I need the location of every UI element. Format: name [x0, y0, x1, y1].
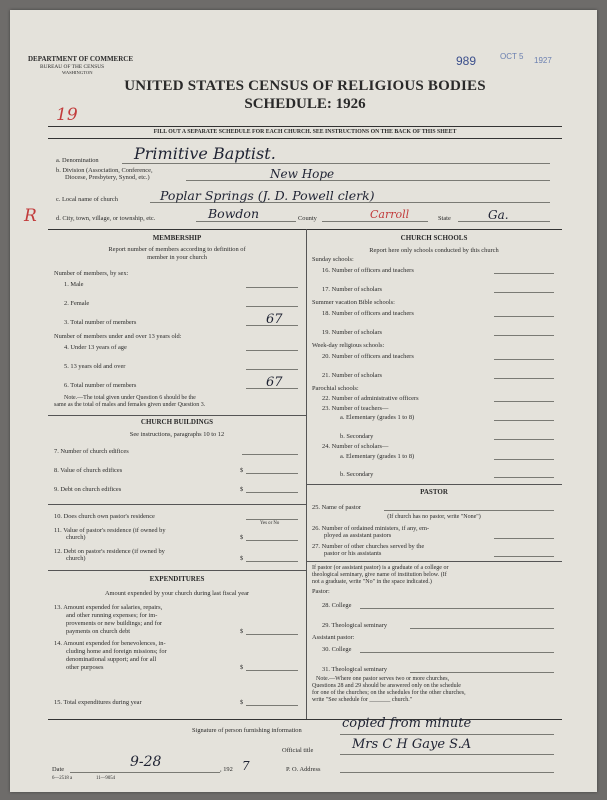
form-number: 6—2518 a	[52, 776, 73, 781]
q21-field[interactable]	[494, 378, 554, 379]
q12-debt-label-line2: church)	[66, 555, 86, 562]
q29-seminary-field[interactable]	[410, 628, 554, 629]
q4-under13-field[interactable]	[246, 350, 298, 351]
official-title-value: Mrs C H Gaye S.A	[352, 737, 472, 752]
pastor-heading: PASTOR	[420, 488, 448, 496]
buildings-subheading: See instructions, paragraphs 10 to 12	[129, 431, 225, 438]
q13-label-line1: 13. Amount expended for salaries, repairs,	[54, 604, 163, 611]
q3-total-label: 3. Total number of members	[64, 319, 137, 326]
q3-total-value: 67	[266, 312, 283, 327]
q20-field[interactable]	[494, 359, 554, 360]
city-label: d. City, town, village, or township, etc.	[56, 215, 156, 222]
pastor-subheading: Pastor:	[312, 588, 330, 595]
q24a-label: a. Elementary (grades 1 to 8)	[340, 453, 415, 460]
census-schedule-sheet	[10, 10, 597, 792]
stamp-number: 989	[456, 54, 477, 68]
signature-label: Signature of person furnishing information	[192, 727, 302, 734]
bureau-name: BUREAU OF THE CENSUS	[40, 64, 105, 70]
q4-under13-label: 4. Under 13 years of age	[64, 344, 127, 351]
date-field[interactable]	[70, 772, 220, 773]
q8-dollar-sign: $	[240, 467, 244, 474]
q1-male-label: 1. Male	[64, 281, 84, 288]
q27-label-line2: pastor or his assistants	[324, 550, 382, 557]
pastor-note-line4: write "See schedule for _______ church."	[312, 697, 413, 703]
denomination-value: Primitive Baptist.	[134, 144, 276, 163]
q13-field[interactable]	[246, 634, 298, 635]
q23b-label: b. Secondary	[340, 433, 374, 440]
summer-schools-label: Summer vacation Bible schools:	[312, 299, 395, 306]
state-value: Ga.	[488, 208, 509, 222]
po-address-label: P. O. Address	[286, 766, 321, 773]
local-name-value: Poplar Springs (J. D. Powell clerk)	[160, 188, 375, 203]
q23a-label: a. Elementary (grades 1 to 8)	[340, 414, 415, 421]
date-year-printed: , 192	[220, 766, 233, 773]
q14-dollar-sign: $	[240, 664, 244, 671]
q2-female-label: 2. Female	[64, 300, 90, 307]
q10-residence-label: 10. Does church own pastor's residence	[54, 513, 155, 520]
official-title-field[interactable]	[340, 754, 554, 755]
graduate-note-line2: theological seminary, give name of institution below. (If	[312, 572, 447, 578]
membership-note-line1: Report number of members according to definition of	[108, 246, 246, 253]
q24-label: 24. Number of scholars—	[322, 443, 389, 450]
q28-label: 28. College	[322, 602, 352, 609]
q13-label-line4: payments on church debt	[66, 628, 131, 635]
q24b-label: b. Secondary	[340, 471, 374, 478]
q17-label: 17. Number of scholars	[322, 286, 382, 293]
q26-label-line2: ployed as assistant pastors	[324, 532, 392, 539]
q17-field[interactable]	[494, 292, 554, 293]
department-name: DEPARTMENT OF COMMERCE	[28, 55, 134, 63]
q2-female-field[interactable]	[246, 306, 298, 307]
q27-label-line1: 27. Number of other churches served by the	[312, 543, 425, 550]
q14-label-line3: denominational support; and for all	[66, 656, 157, 663]
pastor-note-line3: for one of the churches; on the schedules for the other churches,	[312, 690, 466, 696]
q26-label-line1: 26. Number of ordained ministers, if any, em-	[312, 525, 430, 532]
q29-label: 29. Theological seminary	[322, 622, 388, 629]
q14-label-line2: cluding home and foreign missions; for	[66, 648, 167, 655]
city-value: Bowdon	[208, 206, 259, 221]
q11-value-field[interactable]	[246, 540, 298, 541]
q12-debt-field[interactable]	[246, 561, 298, 562]
q7-edifices-label: 7. Number of church edifices	[54, 448, 129, 455]
official-title-label: Official title	[282, 747, 314, 754]
buildings-heading: CHURCH BUILDINGS	[140, 418, 214, 426]
q25-note: (If church has no pastor, write "None")	[387, 514, 481, 520]
q16-field[interactable]	[494, 273, 554, 274]
q8-value-label: 8. Value of church edifices	[54, 467, 123, 474]
county-label: County	[298, 215, 317, 222]
weekday-schools-label: Week-day religious schools:	[312, 342, 385, 349]
signature-field[interactable]	[340, 734, 554, 735]
q9-dollar-sign: $	[240, 486, 244, 493]
form-subtitle: SCHEDULE: 1926	[244, 96, 366, 112]
q12-debt-label-line1: 12. Debt on pastor's residence (if owned by	[54, 548, 165, 555]
pastor-note-line2: Questions 28 and 29 should be answered only on the schedule	[312, 683, 461, 689]
q26-field[interactable]	[494, 538, 554, 539]
denomination-label: a. Denomination	[56, 157, 99, 164]
q31-label: 31. Theological seminary	[322, 666, 388, 673]
form-title: UNITED STATES CENSUS OF RELIGIOUS BODIES	[124, 78, 486, 94]
q9-debt-label: 9. Debt on church edifices	[54, 486, 122, 493]
q23b-field[interactable]	[494, 439, 554, 440]
expenditures-subheading: Amount expended by your church during last fiscal year	[104, 590, 250, 597]
bureau-city: WASHINGTON	[62, 70, 93, 75]
q5-over13-field[interactable]	[246, 369, 298, 370]
members-by-sex-label: Number of members, by sex:	[54, 270, 129, 277]
q16-label: 16. Number of officers and teachers	[322, 267, 414, 274]
q18-label: 18. Number of officers and teachers	[322, 310, 414, 317]
q14-label-line1: 14. Amount expended for benevolences, in-	[54, 640, 166, 647]
stamp-date: OCT 5	[500, 52, 524, 61]
print-number: 11—9054	[96, 776, 116, 781]
q23a-field[interactable]	[494, 420, 554, 421]
pastor-note-line1: Note.—Where one pastor serves two or more churches,	[316, 676, 450, 682]
q28-college-field[interactable]	[360, 608, 554, 609]
q13-label-line3: provements or new buildings; and for	[66, 620, 163, 627]
stamp-year: 1927	[534, 56, 552, 65]
graduate-note-line1: If pastor (or assistant pastor) is a graduate of a college or	[312, 565, 449, 571]
po-address-field[interactable]	[340, 772, 554, 773]
membership-note-b: same as the total of males and females given under Question 3.	[54, 402, 206, 408]
q25-pastor-name-field[interactable]	[384, 510, 554, 511]
q15-total-label: 15. Total expenditures during year	[54, 699, 142, 706]
q24b-field[interactable]	[494, 477, 554, 478]
schools-subheading: Report here only schools conducted by this church	[369, 247, 499, 254]
q13-label-line2: and other running expenses; for im-	[66, 612, 158, 619]
parochial-schools-label: Parochial schools:	[312, 385, 359, 392]
members-by-age-label: Number of members under and over 13 years old:	[54, 333, 182, 340]
q11-value-label-line2: church)	[66, 534, 86, 541]
q27-field[interactable]	[494, 556, 554, 557]
q13-dollar-sign: $	[240, 628, 244, 635]
schools-heading: CHURCH SCHOOLS	[400, 234, 468, 242]
date-label: Date	[52, 766, 65, 773]
signature-value: copied from minute	[342, 716, 472, 731]
q19-label: 19. Number of scholars	[322, 329, 382, 336]
q8-value-field[interactable]	[246, 473, 298, 474]
division-label-line1: b. Division (Association, Conference,	[56, 167, 153, 174]
separate-schedule-instruction: FILL OUT A SEPARATE SCHEDULE FOR EACH CHURCH. SEE INSTRUCTIONS ON THE BACK OF THIS SHEET	[153, 129, 457, 135]
division-value: New Hope	[270, 167, 335, 181]
sunday-schools-label: Sunday schools:	[312, 256, 354, 263]
local-name-label: c. Local name of church	[56, 196, 118, 203]
q7-edifices-field[interactable]	[242, 454, 298, 455]
membership-note-line2: member in your church	[147, 254, 207, 261]
q22-label: 22. Number of administrative officers	[322, 395, 419, 402]
expenditures-heading: EXPENDITURES	[149, 575, 205, 583]
q14-field[interactable]	[246, 670, 298, 671]
q21-label: 21. Number of scholars	[322, 372, 382, 379]
graduate-note-line3: not a graduate, write "No" in the space indicated.)	[312, 579, 432, 585]
assistant-pastor-subheading: Assistant pastor:	[312, 634, 355, 641]
q30-college-field[interactable]	[360, 652, 554, 653]
yes-no-hint: Yes or No	[260, 521, 280, 526]
q18-field[interactable]	[494, 316, 554, 317]
q11-dollar-sign: $	[240, 534, 244, 541]
county-value: Carroll	[370, 208, 410, 221]
q23-label: 23. Number of teachers—	[322, 405, 389, 412]
q15-dollar-sign: $	[240, 699, 244, 706]
state-label: State	[438, 215, 451, 222]
date-year-handwritten: 7	[242, 759, 250, 773]
red-file-number: 19	[56, 105, 78, 125]
q14-label-line4: other purposes	[66, 664, 104, 671]
q30-label: 30. College	[322, 646, 352, 653]
q12-dollar-sign: $	[240, 555, 244, 562]
q15-total-field[interactable]	[246, 705, 298, 706]
q1-male-field[interactable]	[246, 287, 298, 288]
q9-debt-field[interactable]	[246, 492, 298, 493]
q25-label: 25. Name of pastor	[312, 504, 361, 511]
division-label-line2: Diocese, Presbytery, Synod, etc.)	[65, 174, 150, 181]
city-field[interactable]	[196, 221, 296, 222]
division-field[interactable]	[186, 180, 550, 181]
membership-note-a: Note.—The total given under Question 6 should be the	[64, 395, 196, 401]
q6-total-label: 6. Total number of members	[64, 382, 137, 389]
q19-field[interactable]	[494, 335, 554, 336]
q20-label: 20. Number of officers and teachers	[322, 353, 414, 360]
county-field[interactable]	[322, 221, 428, 222]
q6-total-value: 67	[266, 375, 283, 390]
q31-seminary-field[interactable]	[410, 672, 554, 673]
q24a-field[interactable]	[494, 459, 554, 460]
q10-residence-field[interactable]	[246, 519, 298, 520]
q22-field[interactable]	[494, 401, 554, 402]
q5-over13-label: 5. 13 years old and over	[64, 363, 126, 370]
membership-heading: MEMBERSHIP	[152, 234, 202, 242]
date-value: 9-28	[130, 754, 162, 770]
denomination-field[interactable]	[122, 163, 550, 164]
red-margin-mark: R	[24, 206, 37, 226]
q11-value-label-line1: 11. Value of pastor's residence (if owned by	[54, 527, 166, 534]
